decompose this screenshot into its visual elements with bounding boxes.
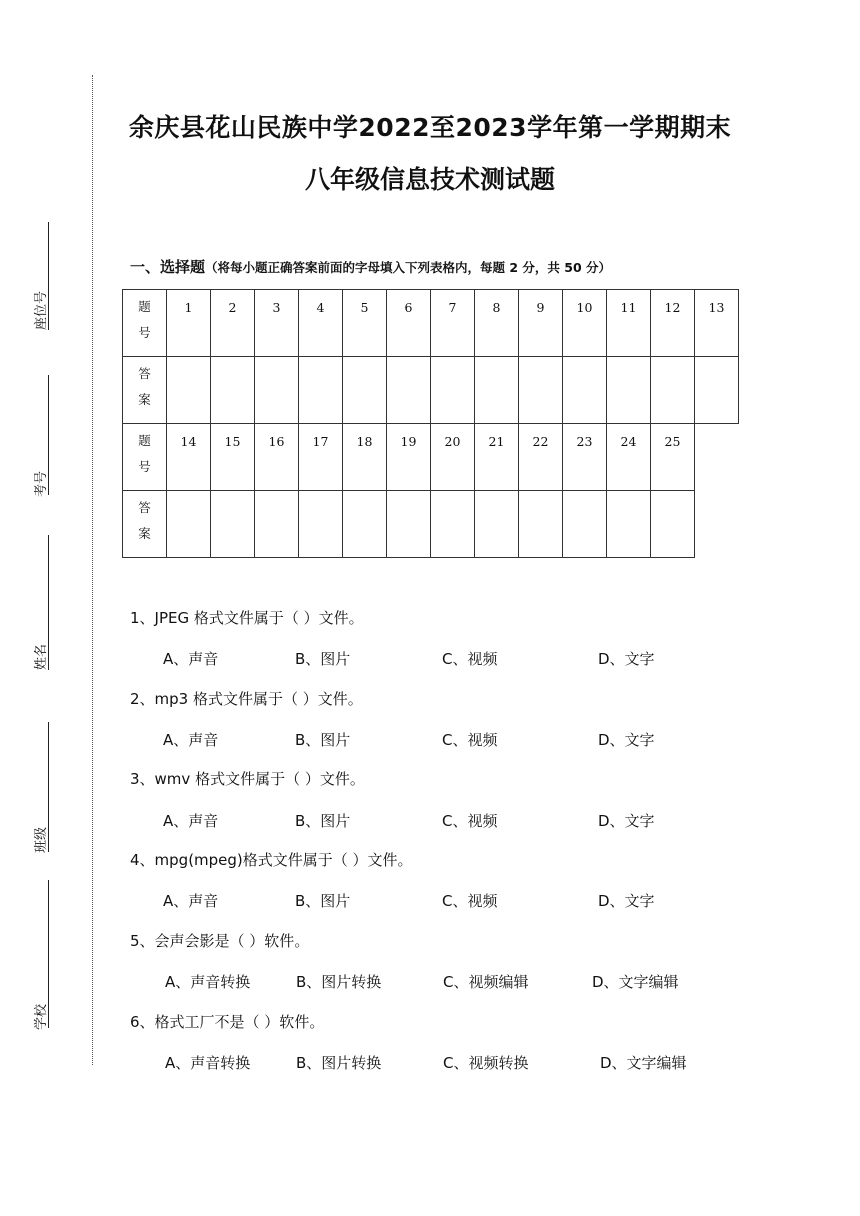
- answer-cell[interactable]: [519, 491, 563, 558]
- question-1-stem: 1、JPEG 格式文件属于（ ）文件。: [130, 609, 364, 627]
- answer-cell[interactable]: [387, 491, 431, 558]
- answer-table: [122, 289, 739, 558]
- question-4-option-b: B、图片: [295, 892, 351, 910]
- question-3-option-b: B、图片: [295, 812, 351, 830]
- question-6-option-c: C、视频转换: [443, 1054, 529, 1072]
- question-2-option-d: D、文字: [598, 731, 655, 749]
- answer-cell[interactable]: [343, 491, 387, 558]
- table-row-numbers-2: [123, 424, 739, 491]
- table-cell: 8: [475, 290, 519, 357]
- empty-cell: [695, 424, 739, 491]
- table-cell: 1: [167, 290, 211, 357]
- answer-cell[interactable]: [211, 357, 255, 424]
- answer-cell[interactable]: [343, 357, 387, 424]
- exam-subtitle: 八年级信息技术测试题: [304, 165, 555, 194]
- answer-header: 答 案: [123, 491, 167, 558]
- answer-header: 答 案: [123, 357, 167, 424]
- table-cell: 17: [299, 424, 343, 491]
- question-5-stem: 5、会声会影是（ ）软件。: [130, 932, 310, 950]
- table-cell: 12: [651, 290, 695, 357]
- name-label: 姓名: [34, 643, 49, 670]
- question-5-option-b: B、图片转换: [296, 973, 382, 991]
- question-4-option-d: D、文字: [598, 892, 655, 910]
- table-cell: 22: [519, 424, 563, 491]
- question-1-option-b: B、图片: [295, 650, 351, 668]
- table-row-answers-1: [123, 357, 739, 424]
- table-cell: 4: [299, 290, 343, 357]
- question-2-stem: 2、mp3 格式文件属于（ ）文件。: [130, 690, 363, 708]
- answer-cell[interactable]: [563, 357, 607, 424]
- answer-cell[interactable]: [475, 491, 519, 558]
- answer-cell[interactable]: [651, 357, 695, 424]
- table-cell: 21: [475, 424, 519, 491]
- question-2-option-c: C、视频: [442, 731, 498, 749]
- table-cell: 11: [607, 290, 651, 357]
- answer-cell[interactable]: [519, 357, 563, 424]
- question-4-option-a: A、声音: [163, 892, 219, 910]
- question-1-option-d: D、文字: [598, 650, 655, 668]
- answer-cell[interactable]: [651, 491, 695, 558]
- table-cell: 10: [563, 290, 607, 357]
- question-3-option-c: C、视频: [442, 812, 498, 830]
- answer-cell[interactable]: [167, 357, 211, 424]
- table-cell: 7: [431, 290, 475, 357]
- question-2-option-b: B、图片: [295, 731, 351, 749]
- table-cell: 24: [607, 424, 651, 491]
- question-2-option-a: A、声音: [163, 731, 219, 749]
- section-note: （将每小题正确答案前面的字母填入下列表格内，每题 2 分，共 50 分）: [205, 260, 612, 275]
- answer-cell[interactable]: [607, 357, 651, 424]
- answer-cell[interactable]: [607, 491, 651, 558]
- table-cell: 6: [387, 290, 431, 357]
- table-cell: 15: [211, 424, 255, 491]
- question-number-header: 题 号: [123, 290, 167, 357]
- seat-number-label: 座位号: [34, 290, 49, 330]
- question-6-option-d: D、文字编辑: [600, 1054, 687, 1072]
- answer-cell[interactable]: [255, 491, 299, 558]
- exam-title: 余庆县花山民族中学2022至2023学年第一学期期末: [128, 113, 732, 142]
- table-cell: 16: [255, 424, 299, 491]
- table-cell: 14: [167, 424, 211, 491]
- table-cell: 13: [695, 290, 739, 357]
- section-title: 一、选择题: [130, 258, 206, 276]
- question-5-option-a: A、声音转换: [165, 973, 251, 991]
- binding-dotted-line: [92, 75, 93, 1065]
- school-label: 学校: [34, 1003, 49, 1030]
- answer-cell[interactable]: [431, 491, 475, 558]
- answer-cell[interactable]: [167, 491, 211, 558]
- table-cell: 3: [255, 290, 299, 357]
- class-label: 班级: [34, 826, 49, 853]
- question-6-option-b: B、图片转换: [296, 1054, 382, 1072]
- table-cell: 19: [387, 424, 431, 491]
- question-6-stem: 6、格式工厂不是（ ）软件。: [130, 1013, 325, 1031]
- table-cell: 23: [563, 424, 607, 491]
- question-3-option-d: D、文字: [598, 812, 655, 830]
- table-row-numbers-1: [123, 290, 739, 357]
- question-1-option-a: A、声音: [163, 650, 219, 668]
- answer-cell[interactable]: [387, 357, 431, 424]
- answer-cell[interactable]: [563, 491, 607, 558]
- empty-cell: [695, 491, 739, 558]
- answer-cell[interactable]: [255, 357, 299, 424]
- table-row-answers-2: [123, 491, 739, 558]
- section-heading: [130, 256, 611, 277]
- table-cell: 25: [651, 424, 695, 491]
- question-3-option-a: A、声音: [163, 812, 219, 830]
- answer-cell[interactable]: [299, 491, 343, 558]
- answer-cell[interactable]: [299, 357, 343, 424]
- question-5-option-c: C、视频编辑: [443, 973, 529, 991]
- table-cell: 18: [343, 424, 387, 491]
- answer-cell[interactable]: [431, 357, 475, 424]
- exam-number-label: 考号: [34, 470, 49, 497]
- table-cell: 5: [343, 290, 387, 357]
- question-4-option-c: C、视频: [442, 892, 498, 910]
- table-cell: 9: [519, 290, 563, 357]
- answer-cell[interactable]: [695, 357, 739, 424]
- question-3-stem: 3、wmv 格式文件属于（ ）文件。: [130, 770, 365, 788]
- answer-cell[interactable]: [211, 491, 255, 558]
- question-4-stem: 4、mpg(mpeg)格式文件属于（ ）文件。: [130, 851, 413, 869]
- question-1-option-c: C、视频: [442, 650, 498, 668]
- table-cell: 20: [431, 424, 475, 491]
- question-5-option-d: D、文字编辑: [592, 973, 679, 991]
- question-number-header: 题 号: [123, 424, 167, 491]
- answer-cell[interactable]: [475, 357, 519, 424]
- question-6-option-a: A、声音转换: [165, 1054, 251, 1072]
- table-cell: 2: [211, 290, 255, 357]
